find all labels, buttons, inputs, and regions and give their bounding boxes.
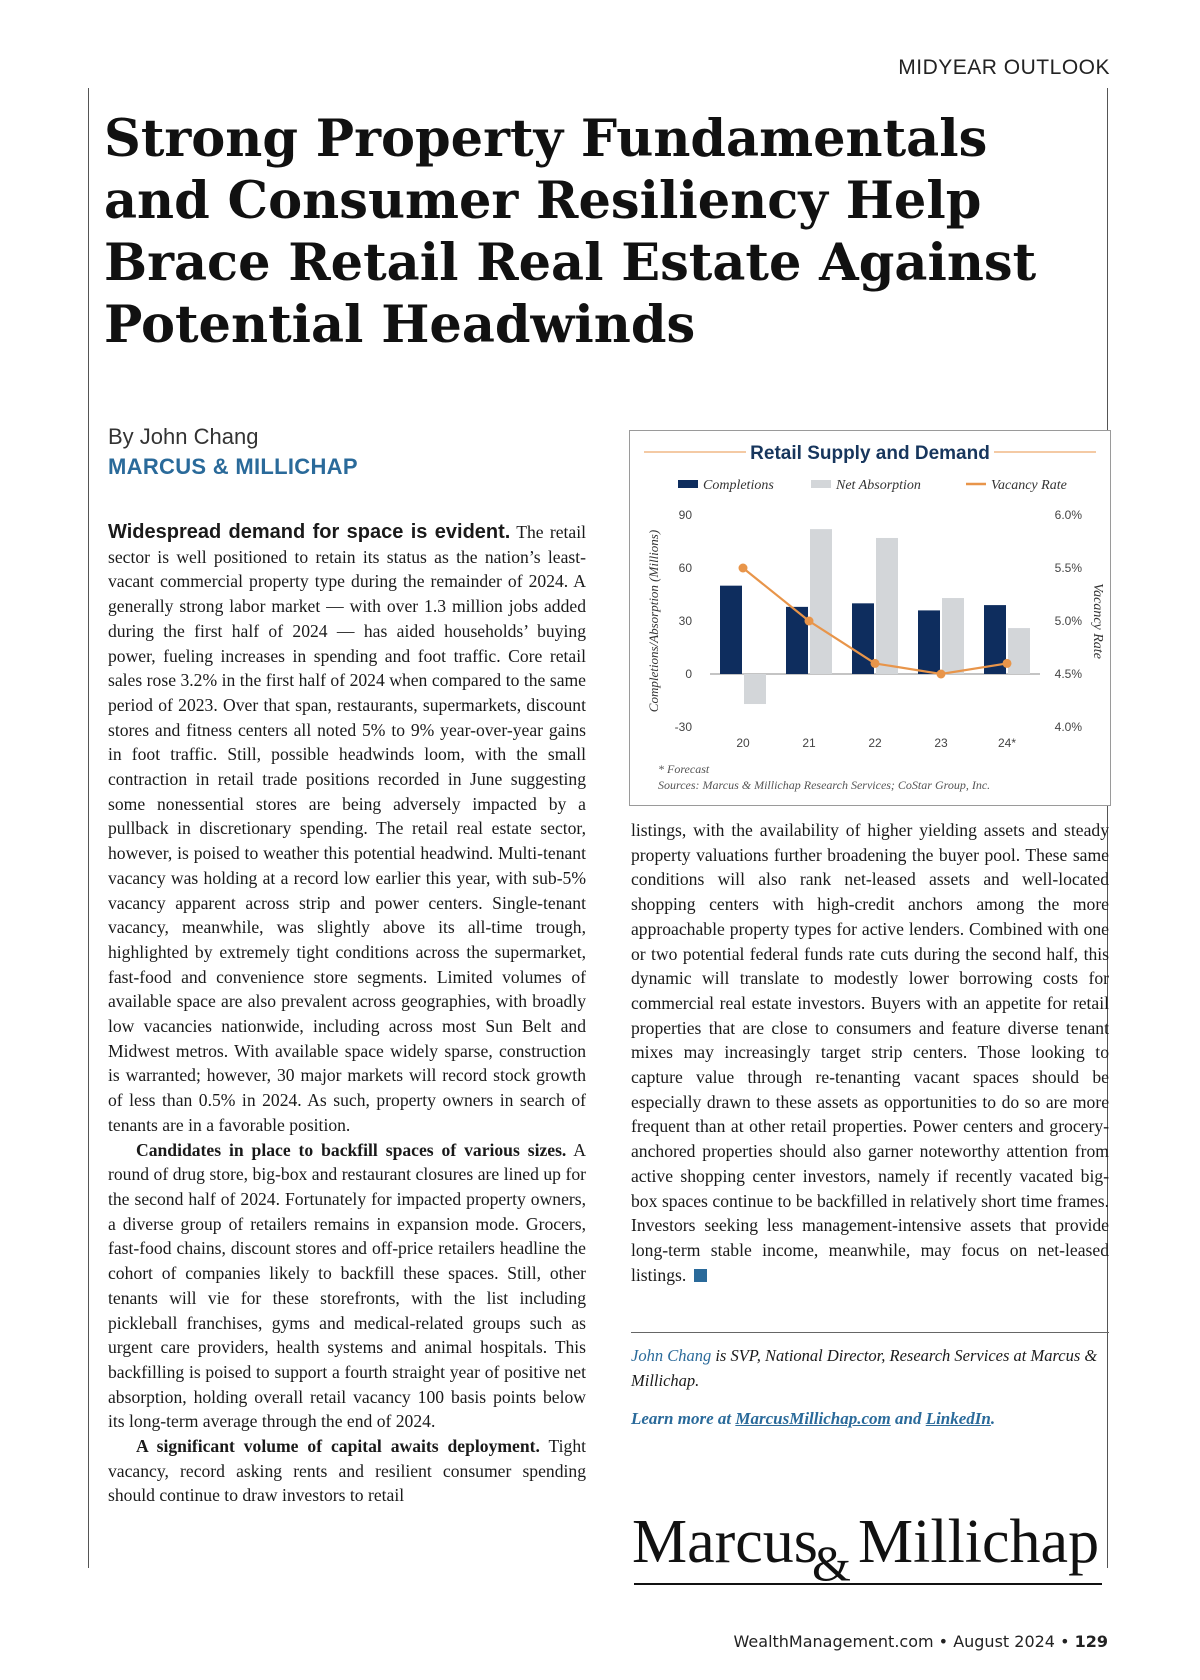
legend-label-completions: Completions [703,478,774,493]
vacancy-rate-point [805,617,814,626]
legend-label-net-absorption: Net Absorption [836,478,921,493]
y2-axis-title: Vacancy Rate [1090,583,1105,659]
page-footer [734,1632,1108,1651]
learn-more-suffix: . [990,1409,996,1428]
y-tick-label: 60 [678,561,692,575]
author-bio [631,1343,1109,1393]
paragraph-1 [108,520,586,1138]
byline: By John Chang [108,424,259,449]
y-tick-label: 30 [678,614,692,628]
footer-site: WealthManagement.com [733,1632,934,1651]
author-name: John Chang [631,1346,712,1365]
section-label: MIDYEAR OUTLOOK [898,56,1110,79]
completions-bar [720,586,742,674]
net-absorption-bar [810,529,832,674]
net-absorption-bar [876,538,898,674]
bio-divider [631,1332,1109,1333]
x-tick-label: 23 [934,736,948,750]
forecast-note: * Forecast [658,762,710,776]
y-tick-label: -30 [674,720,692,734]
logo-word-millichap: Millichap [858,1508,1100,1576]
page-number: 129 [1074,1632,1108,1651]
x-tick-label: 22 [868,736,882,750]
website-link[interactable]: MarcusMillichap.com [735,1409,891,1428]
lead-heading: Widespread demand for space is evident. [108,521,511,543]
retail-supply-demand-chart [630,431,1110,805]
y-tick-label: 0 [685,667,692,681]
chart-title: Retail Supply and Demand [750,443,990,464]
footer-date: August 2024 [953,1632,1055,1651]
end-of-article-mark [694,1269,707,1282]
y2-tick-label: 4.5% [1054,667,1082,681]
y-tick-label: 90 [678,508,692,522]
legend-label-vacancy-rate: Vacancy Rate [991,478,1067,493]
company-name: MARCUS & MILLICHAP [108,454,358,479]
author-bio-text: is SVP, National Director, Research Services at Marcus & Millichap. [631,1346,1098,1390]
net-absorption-bar [1008,628,1030,674]
y2-tick-label: 5.0% [1054,614,1082,628]
chart-figure [629,430,1111,806]
paragraph-1-text: The retail sector is well positioned to retain its status as the nation’s least-vacant commercial property type during the remainder of 2024. A generally strong labor market — with over 1.3 million jobs added during the first half of 2024 — has aided households’ buying power, fueling increases in spending and foot traffic. Core retail sales rose 3.2% in the first half of 2024 when compared to the same period of 2023. Over that span, restaurants, supermarkets, discount stores and fitness centers all noted 5% to 9% year-over-year gains in foot traffic. Still, possible headwinds loom, with the small contraction in retail trade positions recorded in June suggesting some nonessential stores are being adversely impacted by a pullback in discretionary spending. The retail real estate sector, however, is poised to weather this potential headwind. Multi-tenant vacancy was holding at a record low earlier this year, with sub-5% vacancy apparent across strip and power centers. Single-tenant vacancy, meanwhile, was slightly above its all-time trough, highlighted by extremely tight conditions across the supermarket, fast-food and convenience store segments. Limited volumes of available space are also prevalent across geographies, with broadly low vacancies nationwide, including across most Sun Belt and Midwest metros. With available space widely sparse, construction is warranted; however, 30 major markets will record stock growth of less than 0.5% in 2024. As such, property owners in search of tenants are in a favorable position. [108,522,586,1135]
y-axis-title: Completions/Absorption (Millions) [646,529,661,713]
paragraph-4 [631,818,1109,1287]
page-border-left [88,88,89,1568]
paragraph-3-text: Tight vacancy, record asking rents and resilient consumer spending should continue to draw investors to retail [108,1436,586,1506]
logo-word-marcus: Marcus [632,1508,818,1576]
linkedin-link[interactable]: LinkedIn [925,1409,991,1428]
y2-tick-label: 6.0% [1054,508,1082,522]
legend-swatch-completions [678,480,698,488]
vacancy-rate-point [871,659,880,668]
footer-separator-1: • [933,1632,954,1651]
vacancy-rate-point [937,670,946,679]
paragraph-2-heading: Candidates in place to backfill spaces of various sizes. [136,1139,567,1160]
x-tick-label: 21 [802,736,816,750]
paragraph-3-heading: A significant volume of capital awaits deployment. [136,1436,540,1457]
completions-bar [918,610,940,674]
headline: Strong Property Fundamentals and Consumer Resiliency Help Brace Retail Real Estate Against Potential Headwinds [104,109,1037,355]
article-left-column [108,520,586,1508]
net-absorption-bar [744,674,766,704]
vacancy-rate-point [1003,659,1012,668]
logo-ampersand: & [812,1535,851,1590]
x-tick-label: 20 [736,736,750,750]
footer-separator-2: • [1054,1632,1075,1651]
learn-more-middle: and [890,1409,926,1428]
learn-more-prefix: Learn more at [631,1409,736,1428]
paragraph-2-text: A round of drug store, big-box and restaurant closures are lined up for the second half of 2024. Fortunately for impacted property owners, a diverse group of retailers remains in expansion mode. Grocers, fast-food chains, discount stores and off-price retailers headline the cohort of companies likely to backfill these spaces. Still, other tenants will vie for these storefronts, with the list including pickleball franchises, gyms and medical-related groups such as urgent care providers, health systems and animal hospitals. This backfilling is poised to support a fourth straight year of positive net absorption, holding overall retail vacancy 100 basis points below its long-term average through the end of 2024. [108,1139,586,1432]
article-right-column [631,818,1109,1287]
learn-more [631,1409,995,1429]
y2-tick-label: 4.0% [1054,720,1082,734]
vacancy-rate-point [739,564,748,573]
paragraph-3 [108,1434,586,1508]
paragraph-2 [108,1138,586,1434]
vacancy-rate-line [743,568,1007,674]
marcus-millichap-logo [630,1500,1110,1590]
paragraph-4-text: listings, with the availability of higher yielding assets and steady property valuations further broadening the buyer pool. These same conditions will also rank net-leased assets and well-located shopping centers with high-credit anchors among the more approachable property types for active lenders. Combined with one or two potential federal funds rate cuts during the second half, this dynamic will translate to modestly lower borrowing costs for commercial real estate investors. Buyers with an appetite for retail properties that are close to consumers and feature diverse tenant mixes may increasingly target strip centers. Those looking to capture value through re-tenanting vacant spaces should be especially drawn to these assets as opportunities to do so are more frequent than at other retail properties. Power centers and grocery-anchored properties should also garner noteworthy attention from active shopping center investors, namely if recently vacated big-box spaces continue to be backfilled in relatively short time frames. Investors seeking less management-intensive assets that provide long-term stable income, meanwhile, may focus on net-leased listings. [631,820,1109,1285]
net-absorption-bar [942,598,964,674]
y2-tick-label: 5.5% [1054,561,1082,575]
legend-swatch-net-absorption [811,480,831,488]
sources-note: Sources: Marcus & Millichap Research Services; CoStar Group, Inc. [658,778,991,792]
x-tick-label: 24* [997,736,1017,750]
